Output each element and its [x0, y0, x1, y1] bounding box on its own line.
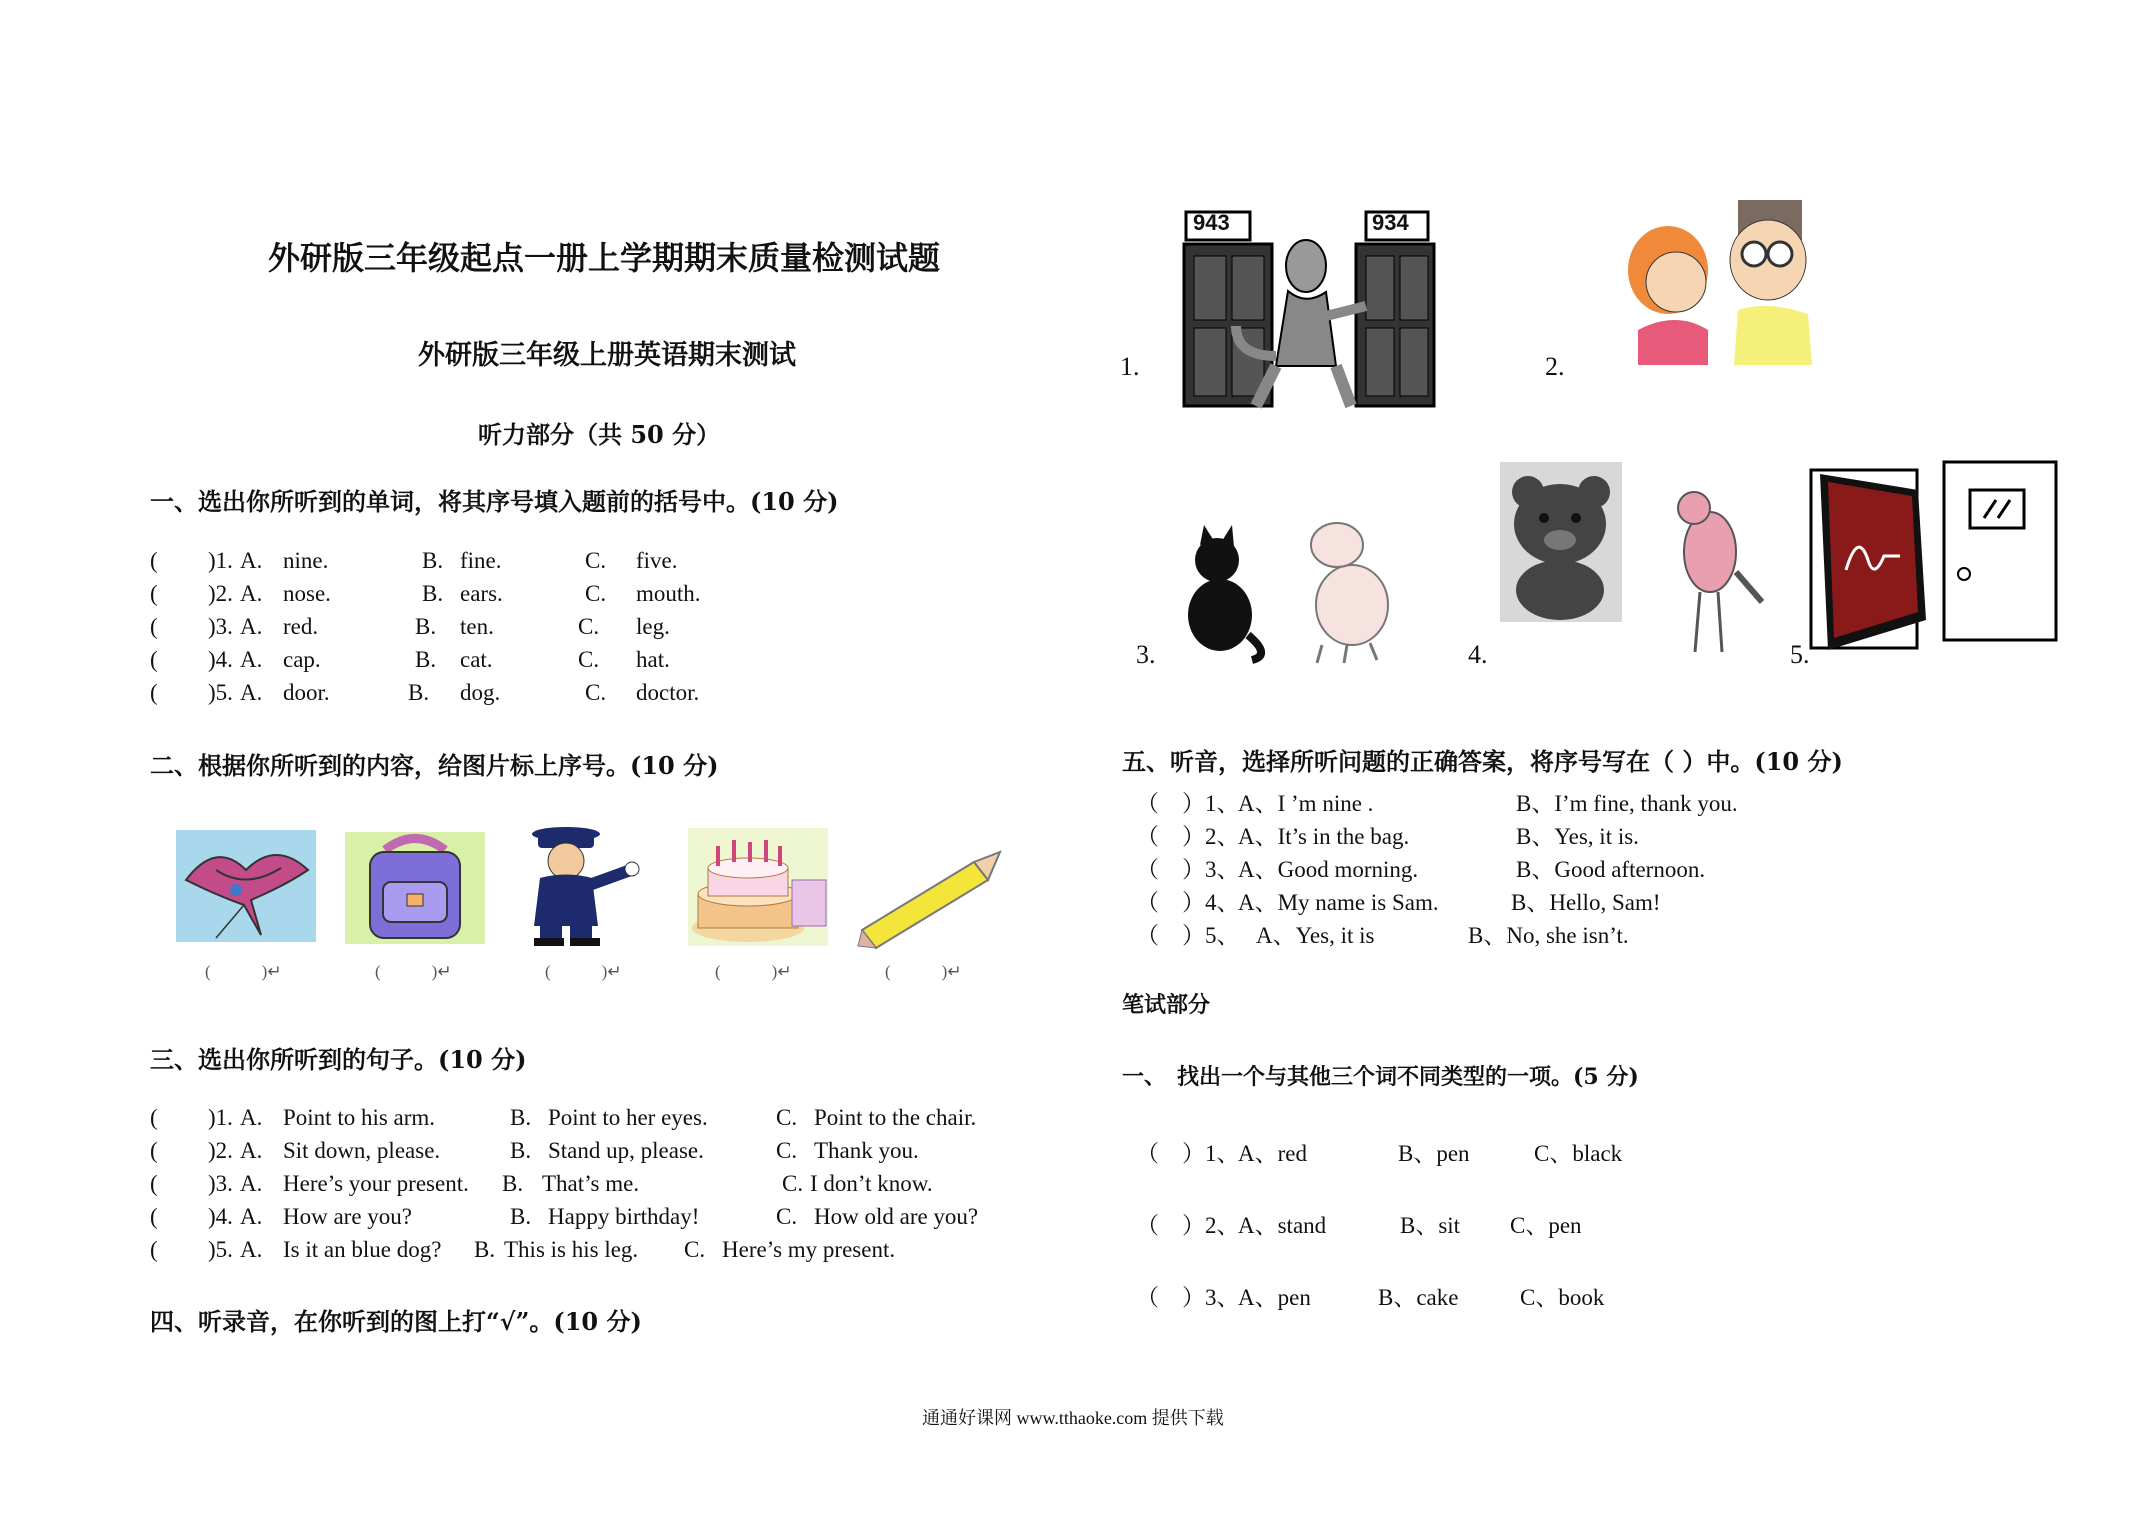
birthday-cake-icon: [688, 828, 828, 946]
picture-blank[interactable]: ( )↵: [545, 962, 622, 981]
door-label: 943: [1193, 210, 1230, 235]
listening-heading: 听力部分（共 50 分）: [478, 420, 721, 449]
picture-number: 3.: [1136, 640, 1156, 669]
picture-blank[interactable]: ( )↵: [205, 962, 282, 981]
children-talking-icon: [1618, 190, 1818, 365]
section1-heading: 一、选出你所听到的单词，将其序号填入题前的括号中。(10 分): [150, 487, 839, 516]
section1-questions: ( )1. A. nine. B. fine. C. five. ( )2. A. nose. B. ears. C. mouth. ( )3. A. red. B. ten. C. leg. ( )4. A. cap. B. cat. C. hat. ( )5. A. door. B. dog. C. doctor.: [150, 548, 701, 705]
backpack-icon: [345, 832, 485, 944]
pencil-icon: [856, 850, 1006, 950]
section5-questions: （ ）1、 A、I ’m nine . B、I’m fine, thank you. （ ）2、 A、It’s in the bag. B、Yes, it is. （ ）3、 A、Good morning. B、Good afternoon. （ ）4、 A、My name is Sam. B、Hello, Sam! （ ）5、 A、Yes, it is B、No, she isn’t.: [1136, 791, 1738, 948]
document-title: 外研版三年级起点一册上学期期末质量检测试题: [268, 239, 941, 277]
picture-blank[interactable]: ( )↵: [715, 962, 792, 981]
written-heading: 笔试部分: [1122, 992, 1211, 1018]
policeman-icon: [518, 826, 648, 948]
kite-icon: [176, 830, 316, 942]
written-part1-heading: 一、 找出一个与其他三个词不同类型的一项。(5 分): [1122, 1064, 1639, 1090]
written-questions: （ ）1、 A、red B、pen C、black （ ）2、 A、stand B、sit C、pen （ ）3、 A、pen B、cake C、book: [1136, 1141, 1623, 1310]
cat-and-dog-icon: [1172, 505, 1402, 665]
footer-source: 通通好课网 www.tthaoke.com 提供下载: [922, 1408, 1224, 1428]
section4-heading: 四、听录音，在你听到的图上打“√”。(10 分): [150, 1307, 642, 1336]
door-label: 934: [1372, 210, 1409, 235]
section5-heading: 五、听音，选择所听问题的正确答案，将序号写在（ ）中。(10 分): [1122, 747, 1843, 776]
picture-number: 4.: [1468, 640, 1488, 669]
wolf-doors-icon: [1176, 206, 1436, 416]
blackboard-and-door-icon: [1808, 460, 2068, 660]
picture-blank[interactable]: ( )↵: [375, 962, 452, 981]
section3-questions: ( )1. A. Point to his arm. B. Point to her eyes. C. Point to the chair. ( )2. A. Sit down, please. B. Stand up, please. C. Thank you. ( )3. A. Here’s your present. B. That’s me. C. I don’t know. ( )4. A. How are you? B. Happy birthday! C. How old are you? ( )5. A. Is it an blue dog? B. This is his leg. C. Here’s my present.: [150, 1105, 979, 1262]
picture-blank[interactable]: ( )↵: [885, 962, 962, 981]
bear-and-bird-icon: [1500, 462, 1770, 667]
section3-heading: 三、选出你所听到的句子。(10 分): [150, 1045, 527, 1074]
picture-number: 2.: [1545, 352, 1565, 381]
document-subtitle: 外研版三年级上册英语期末测试: [418, 340, 796, 371]
picture-number: 5.: [1790, 640, 1810, 669]
section2-heading: 二、根据你所听到的内容，给图片标上序号。(10 分): [150, 751, 719, 780]
picture-number: 1.: [1120, 352, 1140, 381]
